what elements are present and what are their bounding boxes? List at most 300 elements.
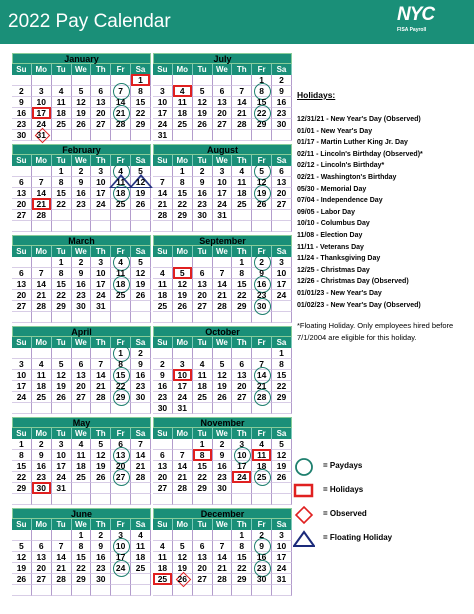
calendar-day — [91, 130, 111, 141]
calendar-day — [52, 483, 72, 494]
weekday-label: Mo — [173, 519, 193, 530]
calendar-day — [91, 494, 111, 505]
calendar-day — [272, 130, 292, 141]
calendar-week — [12, 257, 151, 268]
calendar-day — [72, 97, 92, 108]
day-number: 1 — [19, 439, 24, 449]
calendar-day — [272, 257, 292, 268]
day-number: 8 — [58, 177, 64, 187]
day-number: 3 — [179, 359, 185, 369]
triangle-icon — [293, 530, 315, 548]
weekday-label: Su — [153, 519, 173, 530]
calendar-week — [153, 403, 292, 414]
day-number: 6 — [38, 541, 44, 551]
calendar-day — [232, 199, 252, 210]
calendar-day — [91, 279, 111, 290]
calendar-day — [111, 301, 131, 312]
month-august — [153, 144, 292, 232]
calendar-day — [193, 494, 213, 505]
month-september — [153, 235, 292, 323]
calendar-day — [193, 108, 213, 119]
day-number: 17 — [157, 108, 168, 118]
day-number: 18 — [237, 188, 247, 198]
day-number: 30 — [256, 574, 267, 584]
calendar-day — [111, 552, 131, 563]
calendar-day — [173, 392, 193, 403]
calendar-day — [32, 359, 52, 370]
calendar-day — [111, 130, 131, 141]
calendar-day — [232, 348, 252, 359]
day-number: 4 — [58, 86, 64, 96]
calendar-week — [12, 403, 151, 414]
calendar-day — [111, 312, 131, 323]
calendar-day — [193, 119, 213, 130]
weekday-label: Th — [91, 246, 111, 257]
holiday-item: 02/12 - Lincoln's Birthday* — [297, 162, 385, 170]
day-number: 25 — [135, 563, 146, 573]
day-number: 4 — [118, 166, 123, 176]
holiday-item: 07/04 - Independence Day — [297, 197, 383, 205]
day-number: 28 — [96, 392, 106, 402]
weekday-header — [12, 519, 151, 530]
calendar-week — [153, 312, 292, 323]
calendar-day — [213, 268, 233, 279]
calendar-day — [153, 450, 173, 461]
calendar-day — [213, 370, 233, 381]
day-number: 17 — [276, 552, 287, 562]
weekday-label: Mo — [32, 337, 52, 348]
day-number: 19 — [96, 461, 106, 471]
day-number: 3 — [239, 439, 245, 449]
day-number: 7 — [138, 439, 143, 449]
calendar-day — [193, 257, 213, 268]
calendar-day — [131, 381, 151, 392]
holiday-item: 05/30 - Memorial Day — [297, 185, 367, 193]
calendar-day — [173, 530, 193, 541]
calendar-week — [12, 563, 151, 574]
calendar-day — [91, 210, 111, 221]
calendar-day — [252, 188, 272, 199]
calendar-day — [232, 403, 252, 414]
calendar-day — [272, 199, 292, 210]
day-number: 15 — [56, 279, 66, 289]
calendar-day — [173, 585, 193, 596]
weekday-label: We — [72, 519, 92, 530]
day-number: 12 — [56, 370, 66, 380]
day-number: 8 — [239, 541, 245, 551]
day-number: 15 — [237, 552, 247, 562]
calendar-day — [32, 563, 52, 574]
day-number: 18 — [36, 381, 46, 391]
month-february — [12, 144, 151, 232]
calendar-day — [193, 461, 213, 472]
calendar-day — [193, 563, 213, 574]
day-number: 18 — [256, 461, 267, 471]
weekday-label: Su — [153, 64, 173, 75]
calendar-day — [111, 210, 131, 221]
calendar-day — [91, 370, 111, 381]
weekday-label: Sa — [272, 519, 292, 530]
holiday-item: 09/05 - Labor Day — [297, 208, 355, 216]
calendar-day — [72, 268, 92, 279]
weekday-label: Mo — [32, 246, 52, 257]
calendar-day — [32, 210, 52, 221]
day-number: 7 — [38, 268, 44, 278]
calendar-day — [252, 290, 272, 301]
calendar-week — [12, 130, 151, 141]
day-number: 11 — [36, 370, 46, 380]
day-number: 25 — [256, 472, 267, 482]
calendar-day — [72, 461, 92, 472]
calendar-week — [153, 199, 292, 210]
calendar-day — [32, 530, 52, 541]
calendar-day — [193, 199, 213, 210]
calendar-day — [213, 279, 233, 290]
calendar-day — [193, 188, 213, 199]
calendar-day — [111, 268, 131, 279]
calendar-week — [153, 188, 292, 199]
day-number: 30 — [76, 301, 86, 311]
day-number: 31 — [276, 574, 287, 584]
weekday-label: Mo — [173, 337, 193, 348]
day-number: 30 — [135, 392, 146, 402]
calendar-day — [252, 392, 272, 403]
calendar-day — [193, 210, 213, 221]
day-number: 12 — [135, 177, 146, 187]
day-number: 1 — [118, 348, 123, 358]
calendar-day — [193, 301, 213, 312]
day-number: 19 — [276, 461, 287, 471]
calendar-day — [173, 370, 193, 381]
day-number: 4 — [239, 166, 245, 176]
calendar-day — [91, 439, 111, 450]
calendar-day — [72, 541, 92, 552]
calendar-day — [12, 130, 32, 141]
day-number: 28 — [217, 301, 227, 311]
weekday-label: Mo — [173, 155, 193, 166]
calendar-day — [173, 86, 193, 97]
day-number: 1 — [78, 530, 84, 540]
calendar-day — [153, 221, 173, 232]
month-may — [12, 417, 151, 505]
day-number: 2 — [279, 75, 284, 85]
calendar-day — [32, 585, 52, 596]
month-title: December — [153, 508, 292, 519]
day-number: 27 — [76, 392, 86, 402]
day-number: 23 — [157, 392, 168, 402]
calendar-day — [131, 290, 151, 301]
calendar-day — [12, 301, 32, 312]
calendar-day — [252, 552, 272, 563]
day-number: 14 — [56, 552, 66, 562]
day-number: 26 — [135, 290, 146, 300]
calendar-day — [232, 450, 252, 461]
calendar-day — [12, 392, 32, 403]
calendar-day — [252, 75, 272, 86]
calendar-day — [252, 483, 272, 494]
weekday-label: Mo — [32, 64, 52, 75]
calendar-day — [272, 97, 292, 108]
day-number: 24 — [36, 119, 46, 129]
month-january — [12, 53, 151, 141]
day-number: 22 — [76, 563, 86, 573]
day-number: 9 — [19, 97, 24, 107]
calendar-week — [153, 290, 292, 301]
day-number: 20 — [276, 188, 287, 198]
calendar-day — [252, 494, 272, 505]
weekday-label: We — [213, 155, 233, 166]
calendar-week — [12, 392, 151, 403]
calendar-day — [232, 392, 252, 403]
day-number: 2 — [19, 86, 24, 96]
calendar-week — [12, 108, 151, 119]
calendar-day — [111, 563, 131, 574]
day-number: 26 — [76, 119, 86, 129]
day-number: 8 — [138, 86, 143, 96]
calendar-day — [12, 86, 32, 97]
day-number: 3 — [118, 530, 123, 540]
month-title: September — [153, 235, 292, 246]
calendar-week — [12, 461, 151, 472]
day-number: 12 — [135, 268, 146, 278]
day-number: 6 — [199, 541, 205, 551]
calendar-day — [232, 439, 252, 450]
calendar-day — [272, 461, 292, 472]
calendar-day — [213, 188, 233, 199]
day-number: 4 — [199, 359, 205, 369]
calendar-day — [153, 472, 173, 483]
weekday-label: We — [213, 64, 233, 75]
day-number: 7 — [219, 268, 225, 278]
calendar-week — [12, 86, 151, 97]
day-number: 15 — [135, 97, 146, 107]
day-number: 5 — [98, 439, 104, 449]
calendar-day — [272, 210, 292, 221]
calendar-day — [111, 461, 131, 472]
calendar-day — [153, 461, 173, 472]
calendar-day — [111, 541, 131, 552]
weekday-label: Su — [153, 246, 173, 257]
calendar-day — [272, 301, 292, 312]
day-number: 29 — [56, 301, 66, 311]
calendar-day — [232, 541, 252, 552]
calendar-day — [153, 130, 173, 141]
calendar-day — [272, 483, 292, 494]
day-number: 20 — [237, 381, 247, 391]
calendar-day — [232, 483, 252, 494]
day-number: 30 — [256, 301, 267, 311]
calendar-day — [252, 268, 272, 279]
legend-paydays-label: = Paydays — [323, 461, 363, 470]
calendar-day — [272, 119, 292, 130]
calendar-day — [173, 439, 193, 450]
weekday-label: We — [213, 337, 233, 348]
day-number: 18 — [135, 552, 146, 562]
day-number: 22 — [256, 108, 267, 118]
calendar-day — [213, 199, 233, 210]
calendar-day — [252, 279, 272, 290]
day-number: 9 — [160, 370, 165, 380]
calendar-day — [131, 439, 151, 450]
calendar-day — [111, 279, 131, 290]
day-number: 25 — [76, 472, 86, 482]
day-number: 17 — [56, 461, 66, 471]
day-number: 27 — [217, 119, 227, 129]
calendar-day — [272, 290, 292, 301]
weekday-label: Th — [91, 337, 111, 348]
holiday-item: 11/11 - Veterans Day — [297, 243, 364, 251]
calendar-day — [91, 450, 111, 461]
weekday-header — [12, 428, 151, 439]
calendar-day — [52, 257, 72, 268]
legend-paydays — [293, 458, 468, 482]
day-number: 16 — [157, 381, 168, 391]
calendar-day — [12, 450, 32, 461]
weekday-label: Fr — [252, 155, 272, 166]
calendar-day — [131, 86, 151, 97]
day-number: 12 — [76, 97, 86, 107]
day-number: 9 — [38, 450, 44, 460]
calendar-day — [193, 166, 213, 177]
day-number: 9 — [279, 86, 284, 96]
calendar-day — [213, 177, 233, 188]
day-number: 20 — [197, 290, 207, 300]
day-number: 1 — [138, 75, 143, 85]
day-number: 27 — [16, 210, 27, 220]
weekday-label: We — [213, 246, 233, 257]
day-number: 22 — [115, 381, 126, 391]
calendar-day — [32, 257, 52, 268]
calendar-day — [32, 403, 52, 414]
calendar-day — [91, 199, 111, 210]
calendar-day — [173, 97, 193, 108]
day-number: 28 — [157, 210, 168, 220]
calendar-day — [173, 541, 193, 552]
calendar-day — [252, 130, 272, 141]
calendar-day — [173, 210, 193, 221]
month-april — [12, 326, 151, 414]
calendar-day — [52, 199, 72, 210]
calendar-day — [131, 472, 151, 483]
day-number: 17 — [115, 552, 126, 562]
calendar-day — [213, 392, 233, 403]
legend-observed-label: = Observed — [323, 509, 367, 518]
calendar-day — [232, 268, 252, 279]
day-number: 6 — [19, 268, 24, 278]
calendar-day — [52, 210, 72, 221]
calendar-day — [213, 301, 233, 312]
day-number: 1 — [279, 348, 284, 358]
holiday-item: 02/11 - Lincoln's Birthday (Observed)* — [297, 150, 423, 158]
calendar-day — [12, 221, 32, 232]
calendar-day — [213, 290, 233, 301]
calendar-week — [12, 552, 151, 563]
day-number: 18 — [197, 381, 207, 391]
day-number: 30 — [16, 130, 27, 140]
day-number: 13 — [197, 279, 207, 289]
day-number: 16 — [256, 279, 267, 289]
day-number: 19 — [197, 108, 207, 118]
day-number: 19 — [16, 563, 27, 573]
day-number: 24 — [157, 119, 168, 129]
calendar-day — [72, 563, 92, 574]
calendar-day — [252, 403, 272, 414]
day-number: 24 — [217, 199, 227, 209]
day-number: 11 — [157, 279, 167, 289]
calendar-day — [153, 359, 173, 370]
weekday-header — [153, 246, 292, 257]
calendar-day — [52, 221, 72, 232]
calendar-day — [32, 166, 52, 177]
day-number: 15 — [76, 552, 86, 562]
holiday-item: 02/21 - Washington's Birthday — [297, 173, 397, 181]
calendar-day — [252, 86, 272, 97]
day-number: 5 — [179, 268, 185, 278]
calendar-day — [52, 450, 72, 461]
calendar-week — [12, 585, 151, 596]
day-number: 28 — [177, 483, 187, 493]
day-number: 11 — [76, 450, 86, 460]
calendar-day — [91, 108, 111, 119]
day-number: 8 — [19, 450, 24, 460]
page-header — [0, 0, 474, 44]
day-number: 15 — [177, 188, 187, 198]
day-number: 25 — [56, 119, 66, 129]
calendar-day — [12, 210, 32, 221]
calendar-day — [213, 574, 233, 585]
day-number: 26 — [96, 472, 106, 482]
holiday-item: 01/02/23 - New Year's Day (Observed) — [297, 301, 421, 309]
calendar-day — [72, 301, 92, 312]
calendar-day — [32, 86, 52, 97]
month-title: April — [12, 326, 151, 337]
day-number: 22 — [16, 472, 27, 482]
day-number: 15 — [276, 370, 287, 380]
holiday-item: 12/26 - Christmas Day (Observed) — [297, 278, 409, 286]
calendar-day — [213, 348, 233, 359]
day-number: 10 — [115, 541, 126, 551]
calendar-day — [252, 370, 272, 381]
month-july — [153, 53, 292, 141]
day-number: 14 — [96, 370, 106, 380]
calendar-day — [193, 381, 213, 392]
day-number: 15 — [115, 370, 126, 380]
calendar-day — [131, 312, 151, 323]
calendar-day — [52, 439, 72, 450]
day-number: 8 — [259, 86, 264, 96]
day-number: 18 — [76, 461, 86, 471]
day-number: 26 — [217, 392, 227, 402]
calendar-day — [153, 166, 173, 177]
calendar-day — [213, 312, 233, 323]
day-number: 28 — [237, 119, 247, 129]
calendar-day — [12, 290, 32, 301]
calendar-week — [153, 86, 292, 97]
calendar-week — [153, 97, 292, 108]
calendar-day — [91, 381, 111, 392]
calendar-day — [111, 392, 131, 403]
day-number: 15 — [56, 188, 66, 198]
day-number: 5 — [78, 86, 84, 96]
calendar-day — [272, 268, 292, 279]
calendar-day — [52, 166, 72, 177]
calendar-day — [272, 359, 292, 370]
day-number: 8 — [239, 268, 245, 278]
circle-icon — [293, 458, 315, 476]
calendar-day — [173, 450, 193, 461]
day-number: 23 — [16, 119, 27, 129]
calendar-week — [12, 75, 151, 86]
